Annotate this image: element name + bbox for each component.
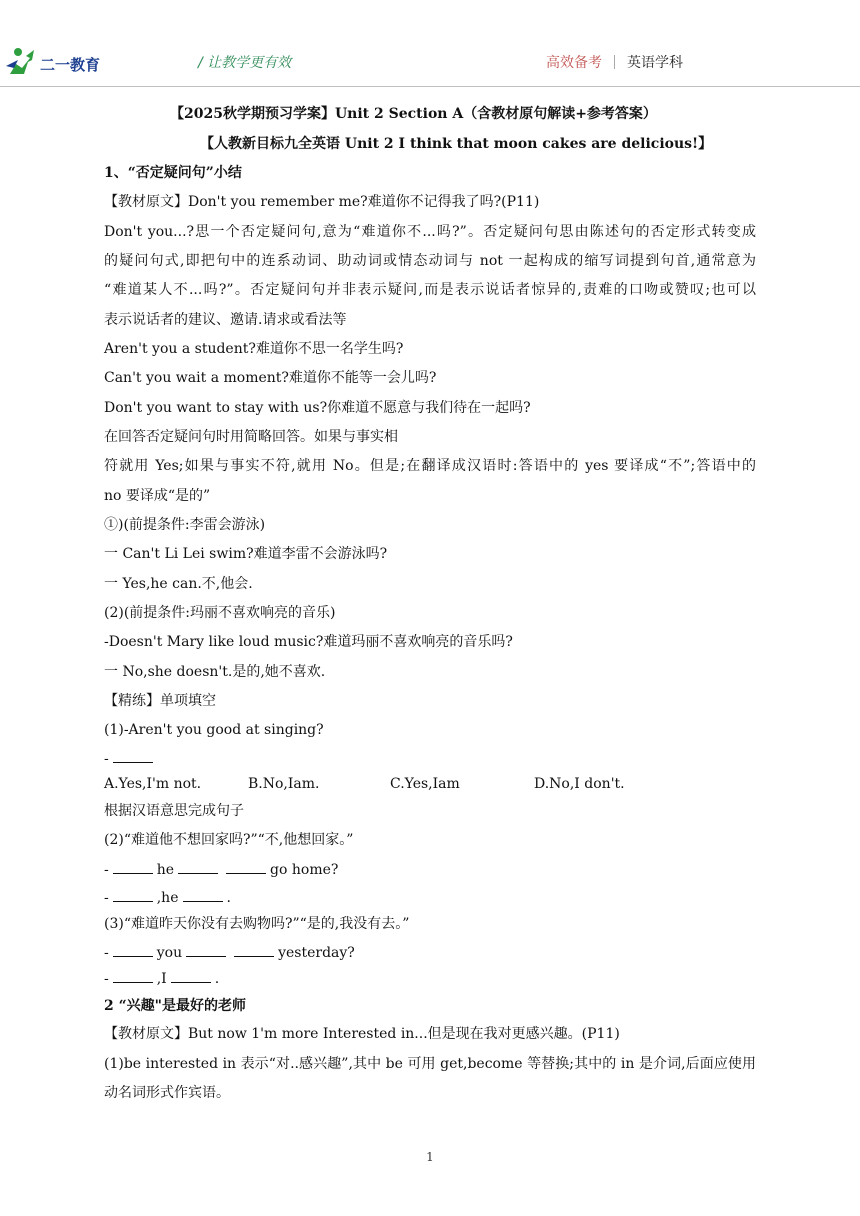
dash: - (104, 890, 109, 906)
answer-blank[interactable] (183, 887, 223, 902)
option-c: C.Yes,Iam (390, 776, 460, 792)
section2-heading: 2 “兴趣"是最好的老师 (104, 998, 246, 1014)
section1-original: 【教材原文】Don't you remember me?难道你不记得我了吗?(P11) (104, 194, 540, 210)
header-rule (0, 86, 860, 87)
para2-line3: no 要译成“是的” (104, 488, 211, 504)
para3-line1: (1)be interested in 表示“对..感兴趣”,其中 be 可用 get,become 等替换;其中的 in 是介词,后面应使用 (104, 1056, 756, 1072)
section2-original: 【教材原文】But now 1'm more Interested in...但是现在我对更感兴趣。(P11) (104, 1026, 620, 1042)
example-1: Aren't you a student?难道你不思一名学生吗? (104, 341, 404, 357)
doc-title-1: 【2025秋学期预习学案】Unit 2 Section A（含教材原句解读+参考答案） (170, 106, 657, 122)
question-2-line1 (104, 859, 338, 880)
para1-line2: 的疑问句式,即把句中的连系动词、助动词或情态动词与 not 一起构成的缩写词提到句首,通常意为 (104, 253, 756, 269)
dialog2-question: -Doesn't Mary like loud music?难道玛丽不喜欢响亮的音乐吗? (104, 634, 513, 650)
question-3-line1 (104, 942, 355, 963)
question-2-line2 (104, 887, 231, 908)
header-tag-prep: 高效备考 (546, 55, 602, 71)
brand-logo-icon (4, 44, 112, 80)
option-d: D.No,I don't. (534, 776, 625, 792)
fill-word: . (226, 890, 231, 906)
dash: - (104, 945, 109, 961)
q1-dash: - (104, 751, 109, 767)
answer-blank[interactable] (113, 748, 153, 763)
answer-blank[interactable] (171, 968, 211, 983)
fill-word: ,I (156, 971, 167, 987)
para3-line2: 动名词形式作宾语。 (104, 1085, 230, 1101)
dialog1-question: 一 Can't Li Lei swim?难道李雷不会游泳吗? (104, 546, 388, 562)
answer-blank[interactable] (113, 942, 153, 957)
question-1-answer-line (104, 748, 157, 769)
fill-word: he (156, 862, 175, 878)
header-tags (546, 52, 683, 72)
fill-word: yesterday? (278, 945, 355, 961)
question-3: (3)“难道昨天你没有去购物吗?”“是的,我没有去。” (104, 916, 410, 932)
svg-text:二一教育: 二一教育 (40, 56, 101, 74)
fill-word: . (214, 971, 220, 987)
answer-blank[interactable] (186, 942, 226, 957)
answer-blank[interactable] (113, 968, 153, 983)
para1-line4: 表示说话者的建议、邀请.请求或看法等 (104, 312, 347, 328)
option-a: A.Yes,I'm not. (104, 776, 202, 792)
practice-heading: 【精练】单项填空 (104, 693, 216, 709)
header-tag-subject: 英语学科 (627, 55, 683, 71)
header-slogan: / 让教学更有效 (198, 55, 292, 71)
answer-blank[interactable] (113, 887, 153, 902)
page-header (0, 0, 860, 92)
dialog1-answer: 一 Yes,he can.不,他会. (104, 576, 253, 592)
translate-heading: 根据汉语意思完成句子 (104, 803, 244, 819)
question-3-line2 (104, 968, 219, 989)
section1-heading: 1、“否定疑问句”小结 (104, 165, 242, 181)
example-3: Don't you want to stay with us?你难道不愿意与我们待在一起吗? (104, 400, 531, 416)
page-number: 1 (426, 1150, 434, 1164)
para1-line1: Don't you...?思一个否定疑问句,意为“难道你不...吗?”。否定疑问句思由陈述句的否定形式转变成 (104, 224, 756, 240)
header-divider (614, 55, 615, 69)
doc-title-2: 【人教新目标九全英语 Unit 2 I think that moon cakes are delicious!】 (200, 136, 713, 152)
dialog1-condition: ①)(前提条件:李雷会游泳) (104, 517, 266, 533)
fill-word: ,he (156, 890, 179, 906)
option-b: B.No,Iam. (248, 776, 320, 792)
para2-line2: 符就用 Yes;如果与事实不符,就用 No。但是;在翻译成汉语时:答语中的 yes 要译成“不”;答语中的 (104, 458, 756, 474)
question-2: (2)“难道他不想回家吗?”“不,他想回家。” (104, 832, 354, 848)
example-2: Can't you wait a moment?难道你不能等一会儿吗? (104, 370, 437, 386)
answer-blank[interactable] (234, 942, 274, 957)
question-1: (1)-Aren't you good at singing? (104, 722, 324, 738)
dialog2-answer: 一 No,she doesn't.是的,她不喜欢. (104, 664, 326, 680)
dash: - (104, 862, 109, 878)
dialog2-condition: (2)(前提条件:玛丽不喜欢响亮的音乐) (104, 605, 336, 621)
dash: - (104, 971, 109, 987)
fill-word: go home? (270, 862, 339, 878)
answer-blank[interactable] (178, 859, 218, 874)
answer-blank[interactable] (113, 859, 153, 874)
fill-word: you (156, 945, 183, 961)
para1-line3: “难道某人不...吗?”。否定疑问句并非表示疑问,而是表示说话者惊异的,责难的口吻或赞叹;也可以 (104, 282, 756, 298)
para2-line1: 在回答否定疑问句时用简略回答。如果与事实相 (104, 429, 398, 445)
answer-blank[interactable] (226, 859, 266, 874)
